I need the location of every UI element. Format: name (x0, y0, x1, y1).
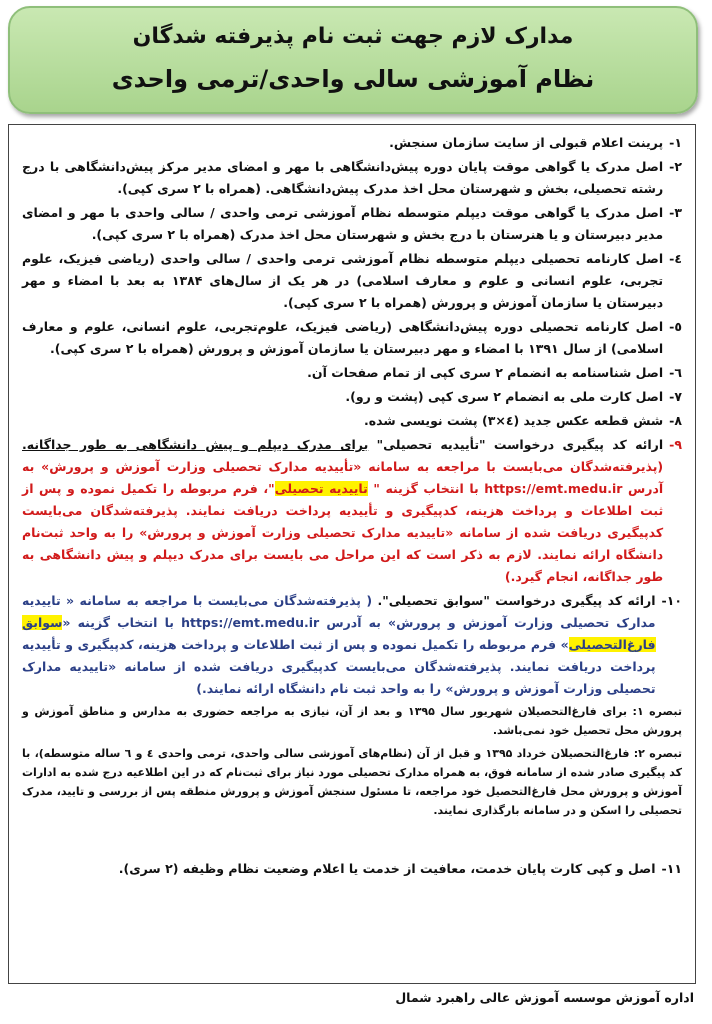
footer-signature: اداره آموزش موسسه آموزش عالی راهبرد شمال (395, 990, 694, 1005)
page-title-line1: مدارک لازم جهت ثبت نام پذیرفته شدگان (132, 24, 574, 49)
list-item-5: ٥- اصل کارنامه تحصیلی دوره پیش‌دانشگاهی (ریاضی فیزیک، علوم‌تجربی، علوم انسانی، علوم و معارف اسلامی) از سال ۱۳۹۱ با امضاء و مهر دبیرستان یا سازمان آموزش و پرورش (همراه با ۲ سری کپی). (22, 319, 682, 356)
list-item-7: ۷- اصل کارت ملی به انضمام ۲ سری کپی (پشت و رو). (345, 389, 682, 404)
list-item-8: ۸- شش قطعه عکس جدید (٤×۳) پشت نویسی شده. (364, 413, 682, 428)
list-item-10: ۱۰- ارائه کد پیگیری درخواست "سوابق تحصیلی". ( پذیرفته‌شدگان می‌بایست با مراجعه به سامانه « تاییدیه مدارک تحصیلی وزارت آموزش و پرورش» به آدرس https://emt.medu.ir با انتخاب گزینه «سوابق فارغ‌التحصیلی» فرم مربوطه را تکمیل نموده و پس از ثبت اطلاعات و پرداخت هزینه، کدپیگیری و تأییدیه پرداخت دریافت نمایند. پذیرفته‌شدگان می‌بایست کدپیگیری دریافت شده از سامانه «تاییدیه مدارک تحصیلی وزارت آموزش و پرورش» را به واحد ثبت نام دانشگاه ارائه نمایند.) (22, 593, 682, 696)
title-banner (8, 6, 698, 114)
page-title-line2: نظام آموزشی سالی واحدی/ترمی واحدی (111, 65, 595, 93)
note-1: تبصره ۱: برای فارغ‌التحصیلان شهریور سال ۱۳۹۵ و بعد از آن، نیازی به مراجعه حضوری به مدارس و مناطق آموزش و پرورش محل تحصیل خود نمی‌باشد. (22, 705, 682, 737)
list-item-2: ۲- اصل مدرک یا گواهی موقت پایان دوره پیش‌دانشگاهی با مهر و امضای مدیر مرکز پیش‌دانشگاهی با درج رشته تحصیلی، بخش و شهرستان محل اخذ مدرک پیش‌دانشگاهی. (همراه با ۲ سری کپی). (22, 159, 682, 196)
highlight-tayidiye-tahsili: تاییدیه تحصیلی (274, 481, 368, 496)
highlight-savabegh-faregh: سوابق فارغ‌التحصیلی (22, 615, 656, 652)
note-2: تبصره ۲: فارغ‌التحصیلان خرداد ۱۳۹۵ و قبل از آن (نظام‌های آموزشی سالی واحدی، ترمی واحدی ٤ و ٦ ساله متوسطه)، با کد پیگیری صادر شده از سامانه فوق، به همراه مدارک تحصیلی مورد نیاز برای ثبت‌نام که در این اطلاعیه درج شده به ادارات آموزش و پرورش محل فارغ‌التحصیل خود مراجعه، تا مسئول سنجش آموزش و پرورش منطقه پس از بررسی و تایید، مدرک تحصیلی را اسکن و در سامانه بارگذاری نمایند. (22, 747, 682, 817)
list-item-1: ۱- پرینت اعلام قبولی از سایت سازمان سنجش. (389, 135, 682, 150)
list-item-11: ۱۱- اصل و کپی کارت پایان خدمت، معافیت از خدمت یا اعلام وضعیت نظام وظیفه (۲ سری). (118, 861, 682, 876)
list-item-6: ٦- اصل شناسنامه به انضمام ۲ سری کپی از تمام صفحات آن. (307, 365, 682, 380)
list-item-4: ٤- اصل کارنامه تحصیلی دیپلم متوسطه نظام آموزشی ترمی واحدی / سالی واحدی (ریاضی فیزیک، علوم تجربی، علوم انسانی و علوم و معارف اسلامی) در هر یک از سال‌های ۱۳۸۴ به بعد با امضاء و مهر دبیرستان یا سازمان آموزش و پرورش (همراه با ۲ سری کپی). (22, 251, 682, 310)
list-item-3: ۳- اصل مدرک یا گواهی موقت دیپلم متوسطه نظام آموزشی ترمی واحدی / سالی واحدی با مهر و امضای مدیر دبیرستان و یا هنرستان با درج بخش و شهرستان محل اخذ مدرک (همراه با ۲ سری کپی). (22, 205, 682, 242)
list-item-9: ۹- ارائه کد پیگیری درخواست "تأییدیه تحصیلی" برای مدرک دیپلم و پیش دانشگاهی به طور جداگانه. (پذیرفته‌شدگان می‌بایست با مراجعه به سامانه «تأییدیه مدارک تحصیلی وزارت آموزش و پرورش» به آدرس https://emt.medu.ir با انتخاب گزینه " تاییدیه تحصیلی"، فرم مربوطه را تکمیل نموده و پس از ثبت اطلاعات و پرداخت هزینه، کدپیگیری و تأییدیه پرداخت دریافت نمایند. پذیرفته‌شدگان می‌بایست کدپیگیری دریافت شده از سامانه «تاییدیه مدارک تحصیلی وزارت آموزش و پرورش» را به واحد ثبت‌نام دانشگاه ارائه نمایند. لازم به ذکر است که این مراحل می بایست برای مدرک دیپلم و پیش دانشگاهی به طور جداگانه، انجام گیرد.) (22, 437, 682, 584)
requirements-list (22, 132, 682, 882)
